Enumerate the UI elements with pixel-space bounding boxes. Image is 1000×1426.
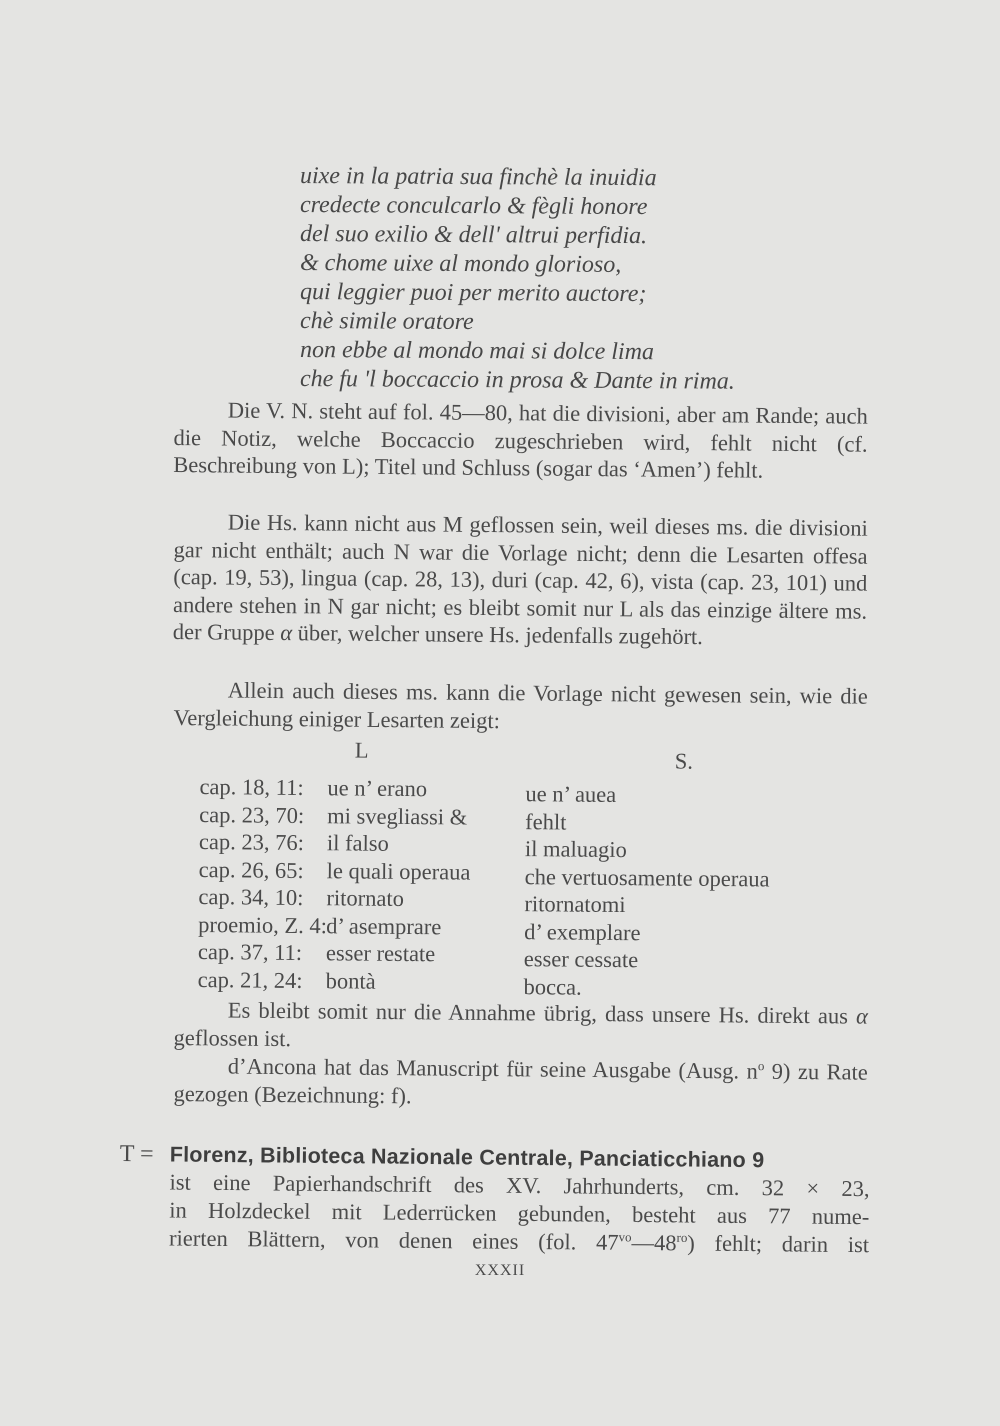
reading-l: ue n’ erano — [327, 775, 428, 802]
reading-l: bontà — [325, 967, 376, 994]
comparison-rows — [198, 774, 840, 1000]
reading-s: fehlt — [525, 808, 567, 835]
reading-l: ritornato — [326, 885, 405, 911]
entry-text: —48 — [631, 1229, 677, 1256]
entry-text: rierten Blättern, von denen eines (fol. 47 — [168, 1225, 619, 1255]
lesarten-comparison-table — [198, 736, 840, 1000]
entry-line — [169, 1224, 869, 1259]
paragraph-text: geflossen ist. — [173, 1024, 292, 1051]
manuscript-siglum: T = — [119, 1141, 154, 1168]
alpha-symbol: α — [855, 1003, 868, 1029]
verse-line: qui leggier puoi per merito auctore; — [299, 279, 647, 308]
verse-line: uixe in la patria sua finchè la inuidia — [299, 163, 657, 192]
paragraph-hs-origin — [173, 508, 868, 652]
reading-s: d’ exemplare — [524, 918, 641, 945]
verse-block — [300, 162, 860, 394]
manuscript-title: Florenz, Biblioteca Nazionale Centrale, Panciaticchiano 9 — [169, 1142, 765, 1173]
reading-l: esser restate — [325, 940, 436, 967]
chapter-reference: cap. 23, 70: — [199, 801, 305, 828]
paragraph-annahme — [173, 996, 867, 1058]
paragraph-text: Die Hs. kann nicht aus M geflossen sein, weil dieses ms. die divisioni gar nicht enthält; auch N war die Vorlage nicht; denn die Lesarten offesa (cap. 19, 53), lingua (cap. 28, 13), duri (cap. 42, 6), vista (cap. 23, 101) und andere stehen in N gar nicht; es bleibt somit nur L als das einzige ältere ms. der Gruppe — [172, 509, 868, 645]
reading-l: le quali operaua — [326, 857, 471, 885]
reading-l: d’ asemprare — [326, 912, 442, 939]
chapter-reference: cap. 23, 76: — [198, 828, 305, 856]
entry-line: in Holzdeckel mit Lederrücken gebunden, besteht aus 77 nume- — [169, 1197, 870, 1230]
verse-line: chè simile oratore — [299, 308, 474, 336]
chapter-reference: proemio, Z. 4: — [198, 911, 328, 938]
manuscript-entry-t — [119, 1140, 870, 1259]
paragraph-text: 9) zu Rate gezogen (Bezeichnung: f). — [173, 1058, 868, 1108]
page-number: XXXII — [474, 1262, 526, 1279]
paragraph-ancona — [173, 1052, 867, 1114]
verse-line: credecte conculcarlo & fègli honore — [299, 192, 648, 221]
verse-line: non ebbe al mondo mai si dolce lima — [299, 337, 655, 366]
reading-s: il maluagio — [524, 836, 627, 863]
entry-description — [119, 1168, 870, 1259]
chapter-reference: cap. 37, 11: — [197, 938, 303, 965]
reading-s: ue n’ auea — [525, 781, 617, 807]
comparison-row — [198, 966, 838, 1000]
chapter-reference: cap. 18, 11: — [199, 773, 304, 800]
paragraph-vn-description — [173, 396, 868, 485]
paragraph-vergleichung — [173, 676, 867, 738]
chapter-reference: cap. 34, 10: — [198, 883, 304, 910]
reading-s: bocca. — [523, 973, 582, 1000]
entry-line: ist eine Papierhandschrift des XV. Jahrhunderts, cm. 32 × 23, — [169, 1169, 870, 1202]
column-header-s: S. — [674, 748, 694, 774]
entry-text: ) fehlt; darin ist — [687, 1230, 870, 1258]
paragraph-text: Die V. N. steht auf fol. 45—80, hat die divisioni, aber am Rande; auch die Notiz, welche Boccaccio zugeschrieben wird, fehlt nicht (cf. Beschreibung von L); Titel und Schluss (sogar das ‘Amen’) fehlt. — [173, 397, 868, 483]
reading-s: ritornatomi — [524, 891, 626, 918]
reading-l: mi svegliassi & — [327, 802, 468, 830]
superscript: ro — [676, 1229, 688, 1245]
verse-line: che fu 'l boccaccio in prosa & Dante in rima. — [299, 366, 735, 395]
reading-s: che vertuosamente operaua — [524, 863, 770, 891]
alpha-symbol: α — [280, 620, 293, 646]
reading-s: esser cessate — [523, 946, 639, 973]
comparison-header — [200, 736, 840, 780]
chapter-reference: cap. 26, 65: — [198, 856, 304, 883]
reading-l: il falso — [326, 830, 389, 856]
column-header-l: L — [354, 737, 369, 763]
paragraph-text: Allein auch dieses ms. kann die Vorlage nicht gewesen sein, wie die Vergleichung einiger Lesarten zeigt: — [173, 677, 868, 733]
superscript: vo — [618, 1229, 632, 1245]
paragraph-text: Es bleibt somit nur die Annahme übrig, dass unsere Hs. direkt aus — [227, 997, 849, 1029]
verse-line: del suo exilio & dell' altrui perfidia. — [299, 221, 648, 250]
superscript: o — [757, 1058, 765, 1074]
paragraph-text: über, welcher unsere Hs. jedenfalls zugehört. — [297, 620, 704, 650]
verse-line: & chome uixe al mondo glorioso, — [299, 250, 622, 278]
chapter-reference: cap. 21, 24: — [197, 966, 303, 993]
paragraph-text: d’Ancona hat das Manuscript für seine Ausgabe (Ausg. n — [227, 1053, 758, 1084]
